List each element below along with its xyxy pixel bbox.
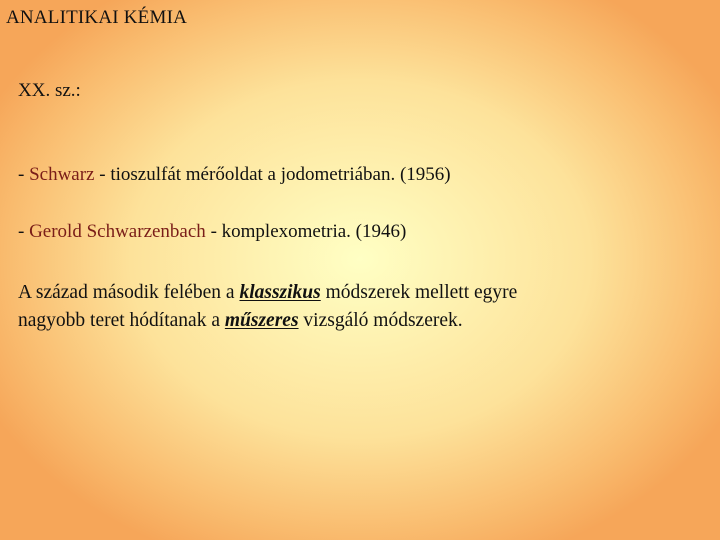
list-item xyxy=(18,164,451,186)
paragraph-text: A század második felében a xyxy=(18,282,240,303)
slide-title: ANALITIKAI KÉMIA xyxy=(6,7,188,28)
paragraph-text: vizsgáló módszerek. xyxy=(298,310,463,331)
paragraph-text: módszerek mellett egyre xyxy=(320,282,518,303)
paragraph-line xyxy=(18,279,708,307)
bullet-dash: - xyxy=(18,221,30,242)
bullet-dash: - xyxy=(18,164,30,185)
summary-paragraph xyxy=(18,279,708,335)
paragraph-text: nagyobb teret hódítanak a xyxy=(18,310,225,331)
scientist-name: Schwarz xyxy=(29,164,95,185)
paragraph-line xyxy=(18,307,708,335)
item-description: - komplexometria. (1946) xyxy=(205,221,407,242)
century-heading: XX. sz.: xyxy=(18,80,81,101)
scientist-name: Gerold Schwarzenbach xyxy=(29,221,206,242)
emphasized-word: klasszikus xyxy=(239,282,321,303)
item-description: - tioszulfát mérőoldat a jodometriában. (1956) xyxy=(94,164,451,185)
list-item xyxy=(18,221,406,243)
emphasized-word: műszeres xyxy=(224,310,299,331)
